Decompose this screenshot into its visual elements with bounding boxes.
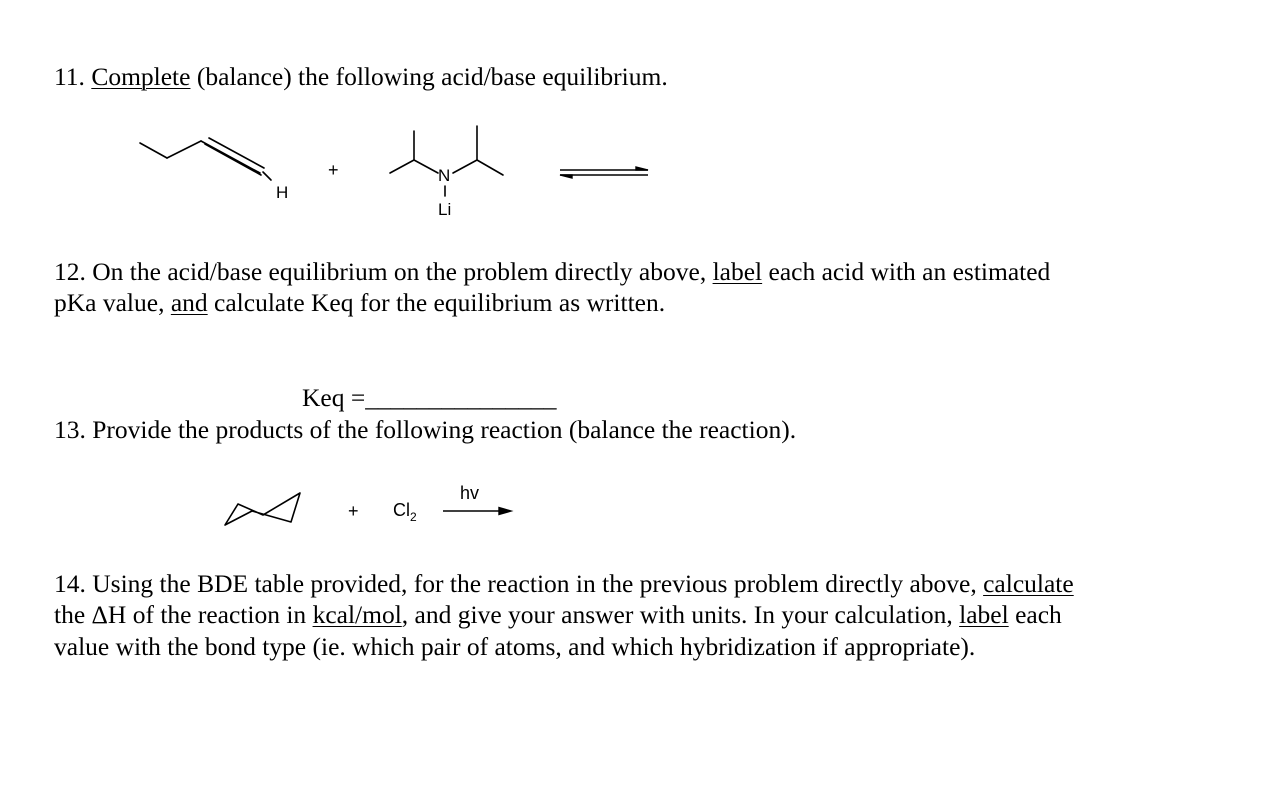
- chlorine-symbol: Cl: [393, 500, 410, 520]
- question-14-text-a: 14. Using the BDE table provided, for the reaction in the previous problem directly above,: [54, 569, 977, 598]
- keq-blank: _______________: [365, 383, 557, 412]
- question-12-text-a: 12. On the acid/base equilibrium on the problem directly above,: [54, 257, 707, 286]
- plus-sign-13: +: [348, 501, 359, 521]
- keq-label: Keq =: [302, 383, 366, 412]
- question-14-units-word: kcal/mol: [312, 600, 402, 629]
- question-14-text-b: the ΔH of the reaction in: [54, 600, 307, 629]
- question-12-text-b: each acid with an estimated: [768, 257, 1051, 286]
- chlorine-reagent: [393, 500, 417, 524]
- question-11-verb: Complete: [91, 62, 191, 91]
- question-14-text-e: value with the bond type (ie. which pair of atoms, and which hybridization if appropriate).: [54, 632, 976, 661]
- question-12-label-word: label: [712, 257, 763, 286]
- alkyne-h-label: H: [276, 183, 289, 202]
- question-12-line-2: [54, 287, 665, 318]
- question-11-text: (balance) the following acid/base equilibrium.: [196, 62, 668, 91]
- equilibrium-arrow: [560, 167, 648, 178]
- amide-n-label: N: [438, 166, 451, 185]
- keq-answer-line: [302, 382, 557, 413]
- question-13-text: 13. Provide the products of the following reaction (balance the reaction).: [54, 415, 797, 444]
- plus-sign-11: +: [328, 160, 339, 180]
- question-14-text-c: , and give your answer with units. In your calculation,: [401, 600, 953, 629]
- question-13: [54, 414, 796, 445]
- question-11-number: 11.: [54, 62, 85, 91]
- question-12-and-word: and: [170, 288, 208, 317]
- question-14-line-2: [54, 599, 1062, 630]
- chlorine-subscript: 2: [410, 510, 417, 524]
- question-14-line-1: [54, 568, 1074, 599]
- question-14-calculate-word: calculate: [983, 569, 1074, 598]
- question-12-text-c: pKa value,: [54, 288, 165, 317]
- hv-condition: hv: [460, 483, 480, 503]
- amide-li-label: Li: [438, 200, 452, 219]
- question-12-text-d: calculate Keq for the equilibrium as written.: [214, 288, 666, 317]
- question-14-text-d: each: [1015, 600, 1062, 629]
- question-14-line-3: [54, 631, 975, 662]
- question-14-label-word: label: [959, 600, 1009, 629]
- question-12-line-1: [54, 256, 1050, 287]
- alkyne-structure: [140, 138, 271, 180]
